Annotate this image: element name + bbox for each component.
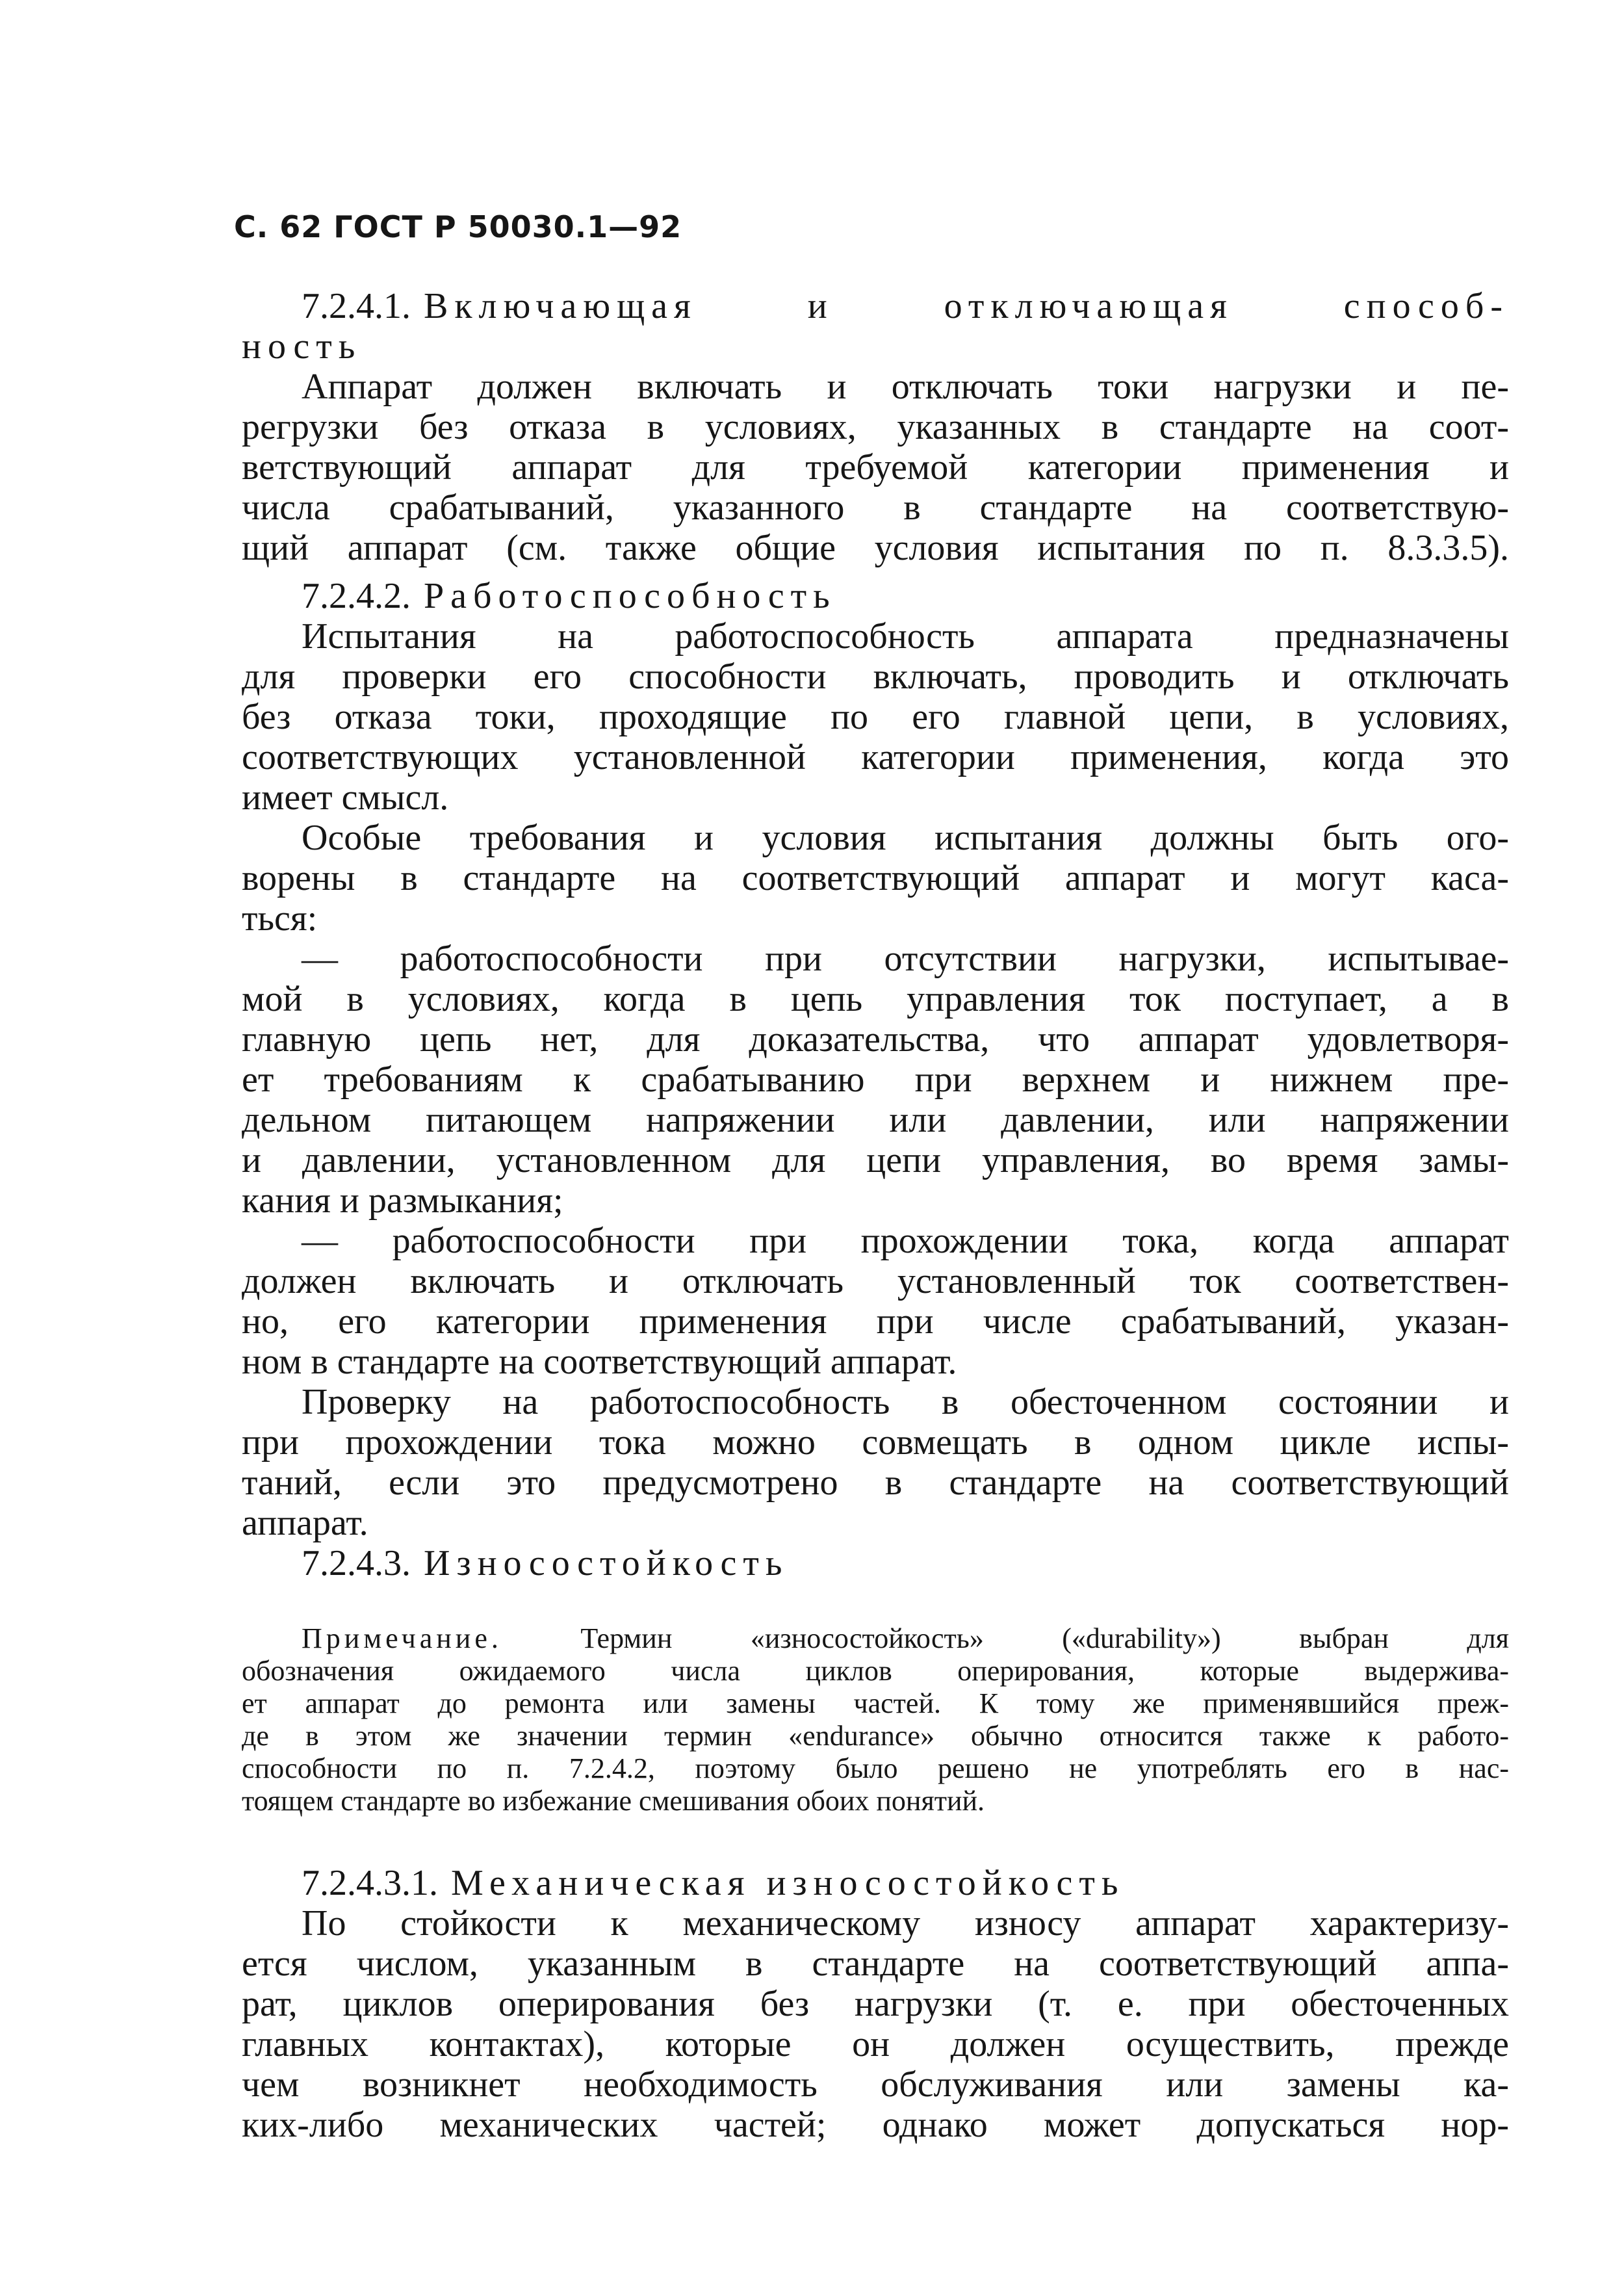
section-title: Износостойкость bbox=[424, 1543, 789, 1583]
text-line: аппарат. bbox=[242, 1503, 368, 1543]
text-line: Испытания на работоспособность аппарата предназначены bbox=[302, 616, 1509, 656]
section-7-2-4-3 bbox=[242, 1543, 1509, 1583]
text-line: ться: bbox=[242, 898, 318, 939]
text-line: регрузки без отказа в условиях, указанных в стандарте на соот- bbox=[242, 407, 1509, 447]
text-line: — работоспособности при отсутствии нагрузки, испытывае- bbox=[302, 939, 1509, 979]
section-number: 7.2.4.3.1. bbox=[302, 1863, 438, 1903]
text-line: Проверку на работоспособность в обесточенном состоянии и bbox=[302, 1382, 1509, 1422]
section-heading bbox=[242, 286, 1509, 326]
text-line: ветствующий аппарат для требуемой категории применения и bbox=[242, 447, 1509, 488]
note-line: де в этом же значении термин «endurance» обычно относится также к работо- bbox=[242, 1720, 1509, 1752]
note-block bbox=[242, 1622, 1509, 1817]
text-line: числа срабатываний, указанного в стандарте на соответствую- bbox=[242, 488, 1509, 528]
section-number: 7.2.4.2. bbox=[302, 576, 411, 616]
section-heading bbox=[242, 576, 1509, 616]
note-line: обозначения ожидаемого числа циклов оперирования, которые выдержива- bbox=[242, 1655, 1509, 1687]
section-7-2-4-1 bbox=[242, 286, 1509, 568]
text-line: ких-либо механических частей; однако может допускаться нор- bbox=[242, 2105, 1509, 2145]
section-number: 7.2.4.1. bbox=[302, 286, 411, 326]
text-line: соответствующих установленной категории применения, когда это bbox=[242, 737, 1509, 777]
section-title: Включающая и отключающая способ- bbox=[424, 286, 1509, 326]
text-line: и давлении, установленном для цепи управления, во время замы- bbox=[242, 1140, 1509, 1180]
text-line: ном в стандарте на соответствующий аппарат. bbox=[242, 1342, 957, 1382]
text-line: чем возникнет необходимость обслуживания или замены ка- bbox=[242, 2064, 1509, 2105]
note-line: способности по п. 7.2.4.2, поэтому было решено не употреблять его в нас- bbox=[242, 1752, 1509, 1784]
text-line: должен включать и отключать установленный ток соответствен- bbox=[242, 1261, 1509, 1301]
text-line: Особые требования и условия испытания должны быть ого- bbox=[302, 818, 1509, 858]
text-line: но, его категории применения при числе срабатываний, указан- bbox=[242, 1301, 1509, 1342]
text-line: для проверки его способности включать, проводить и отключать bbox=[242, 656, 1509, 697]
note-line: тоящем стандарте во избежание смешивания обоих понятий. bbox=[242, 1785, 985, 1817]
text-line: при прохождении тока можно совмещать в одном цикле испы- bbox=[242, 1422, 1509, 1462]
text-line: имеет смысл. bbox=[242, 777, 449, 818]
text-line: — работоспособности при прохождении тока, когда аппарат bbox=[302, 1221, 1509, 1261]
text-line: мой в условиях, когда в цепь управления ток поступает, а в bbox=[242, 979, 1509, 1019]
section-heading bbox=[242, 1543, 1509, 1583]
text-line: ворены в стандарте на соответствующий аппарат и могут каса- bbox=[242, 858, 1509, 898]
note-first-line bbox=[242, 1622, 1509, 1655]
section-number: 7.2.4.3. bbox=[302, 1543, 411, 1583]
text-line: дельном питающем напряжении или давлении, или напряжении bbox=[242, 1100, 1509, 1140]
text-line: главную цепь нет, для доказательства, что аппарат удовлетворя- bbox=[242, 1019, 1509, 1060]
text-line: таний, если это предусмотрено в стандарте на соответствующий bbox=[242, 1462, 1509, 1503]
text-line: Аппарат должен включать и отключать токи нагрузки и пе- bbox=[302, 367, 1509, 407]
text-line: без отказа токи, проходящие по его главной цепи, в условиях, bbox=[242, 697, 1509, 737]
section-7-2-4-2 bbox=[242, 576, 1509, 1543]
section-title-continued: ность bbox=[242, 326, 362, 367]
note-line: ет аппарат до ремонта или замены частей. К тому же применявшийся преж- bbox=[242, 1687, 1509, 1719]
text-line: ется числом, указанным в стандарте на соответствующий аппа- bbox=[242, 1944, 1509, 1984]
text-line: главных контактах), которые он должен осуществить, прежде bbox=[242, 2024, 1509, 2064]
section-7-2-4-3-1 bbox=[242, 1863, 1509, 2145]
page-header: С. 62 ГОСТ Р 50030.1—92 bbox=[234, 209, 682, 244]
text-line: рат, циклов оперирования без нагрузки (т. е. при обесточенных bbox=[242, 1984, 1509, 2024]
note-label: Примечание. bbox=[302, 1622, 502, 1654]
section-title: Механическая износостойкость bbox=[451, 1863, 1125, 1903]
text-line: щий аппарат (см. также общие условия испытания по п. 8.3.3.5). bbox=[242, 528, 1509, 568]
section-title: Работоспособность bbox=[424, 576, 836, 616]
note-text: Термин «износостойкость» («durability») выбран для bbox=[580, 1622, 1509, 1654]
text-line: ет требованиям к срабатыванию при верхнем и нижнем пре- bbox=[242, 1060, 1509, 1100]
section-heading bbox=[242, 1863, 1509, 1903]
text-line: кания и размыкания; bbox=[242, 1180, 563, 1221]
text-line: По стойкости к механическому износу аппарат характеризу- bbox=[302, 1903, 1509, 1944]
